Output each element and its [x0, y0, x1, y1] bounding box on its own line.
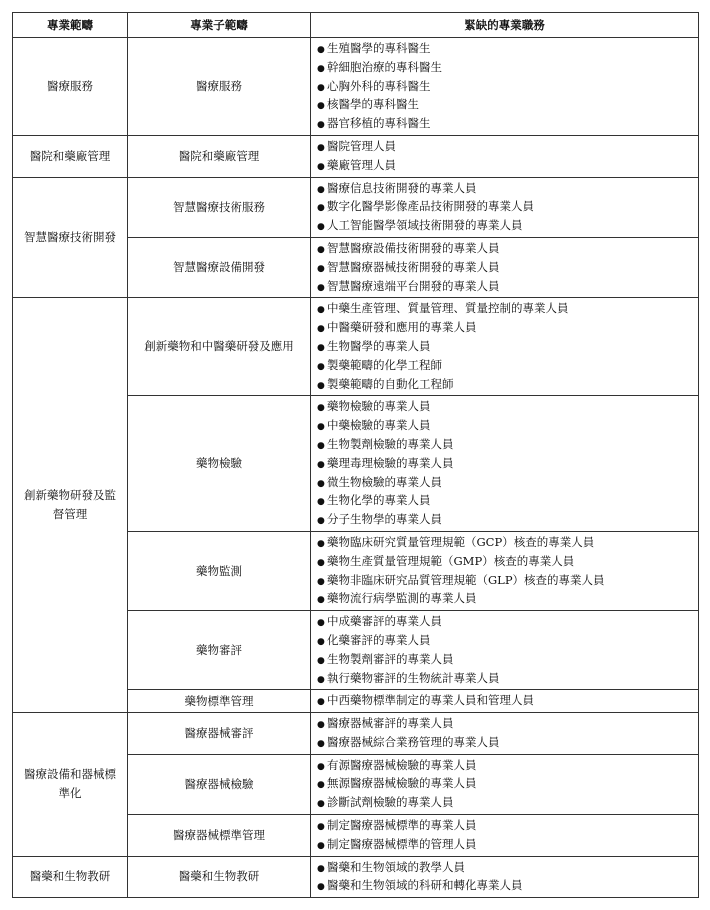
bullet-icon: ●	[317, 557, 325, 568]
list-item	[317, 58, 692, 77]
list-item	[317, 397, 692, 416]
duty-text: 中藥檢驗的專業人員	[327, 418, 431, 433]
list-item	[317, 631, 692, 650]
duty-text: 藥物生產質量管理規範（GMP）核查的專業人員	[327, 553, 575, 568]
duty-text: 有源醫療器械檢驗的專業人員	[327, 757, 477, 772]
header-duties: 緊缺的專業職務	[311, 13, 699, 38]
subcategory-cell: 創新藥物和中醫藥研發及應用	[128, 298, 311, 396]
duties-cell	[311, 815, 699, 857]
duties-list	[317, 137, 692, 175]
category-cell: 醫療服務	[13, 38, 128, 136]
category-cell: 智慧醫療技術開發	[13, 177, 128, 298]
bullet-icon: ●	[317, 538, 325, 549]
list-item	[317, 299, 692, 318]
duties-cell	[311, 754, 699, 814]
list-item	[317, 533, 692, 552]
duty-text: 化藥審評的專業人員	[327, 632, 431, 647]
bullet-icon: ●	[317, 82, 325, 93]
list-item	[317, 179, 692, 198]
list-item	[317, 77, 692, 96]
category-cell: 醫療設備和器械標準化	[13, 713, 128, 857]
duties-cell	[311, 237, 699, 297]
bullet-icon: ●	[317, 422, 325, 433]
duty-text: 醫療信息技術開發的專業人員	[327, 180, 477, 195]
duties-cell	[311, 713, 699, 755]
bullet-icon: ●	[317, 142, 325, 153]
duty-text: 智慧醫療遠端平台開發的專業人員	[327, 278, 500, 293]
duties-cell	[311, 611, 699, 690]
list-item	[317, 774, 692, 793]
subcategory-cell: 醫療器械檢驗	[128, 754, 311, 814]
bullet-icon: ●	[317, 863, 325, 874]
bullet-icon: ●	[317, 203, 325, 214]
document-page	[12, 12, 699, 898]
subcategory-cell: 藥物審評	[128, 611, 311, 690]
list-item	[317, 216, 692, 235]
bullet-icon: ●	[317, 380, 325, 391]
list-item	[317, 650, 692, 669]
list-item	[317, 114, 692, 133]
duty-text: 核醫學的專科醫生	[327, 97, 419, 112]
table-row	[13, 135, 699, 177]
duties-list	[317, 239, 692, 295]
bullet-icon: ●	[317, 244, 325, 255]
bullet-icon: ●	[317, 403, 325, 414]
header-row	[13, 13, 699, 38]
duty-text: 分子生物學的專業人員	[327, 512, 442, 527]
list-item	[317, 793, 692, 812]
duty-text: 藥物流行病學監測的專業人員	[327, 591, 477, 606]
bullet-icon: ●	[317, 361, 325, 372]
bullet-icon: ●	[317, 882, 325, 893]
list-item	[317, 337, 692, 356]
table-body	[13, 38, 699, 898]
bullet-icon: ●	[317, 440, 325, 451]
duty-text: 中醫藥研發和應用的專業人員	[327, 320, 477, 335]
category-cell: 醫藥和生物教研	[13, 856, 128, 898]
bullet-icon: ●	[317, 324, 325, 335]
bullet-icon: ●	[317, 636, 325, 647]
table-row	[13, 177, 699, 237]
duty-text: 智慧醫療器械技術開發的專業人員	[327, 259, 500, 274]
table-row	[13, 713, 699, 755]
subcategory-cell: 醫療服務	[128, 38, 311, 136]
bullet-icon: ●	[317, 45, 325, 55]
duties-list	[317, 756, 692, 812]
duty-text: 藥廠管理人員	[327, 157, 396, 172]
list-item	[317, 612, 692, 631]
category-cell: 醫院和藥廠管理	[13, 135, 128, 177]
duty-text: 心胸外科的專科醫生	[327, 78, 431, 93]
bullet-icon: ●	[317, 222, 325, 233]
bullet-icon: ●	[317, 342, 325, 353]
list-item	[317, 589, 692, 608]
subcategory-cell: 醫藥和生物教研	[128, 856, 311, 898]
duty-text: 藥物非臨床研究品質管理規範（GLP）核查的專業人員	[327, 572, 605, 587]
duties-list	[317, 39, 692, 133]
list-item	[317, 491, 692, 510]
duty-text: 生物醫學的專業人員	[327, 338, 431, 353]
duties-cell	[311, 177, 699, 237]
list-item	[317, 137, 692, 156]
list-item	[317, 571, 692, 590]
duty-text: 藥物檢驗的專業人員	[327, 399, 431, 414]
duties-list	[317, 816, 692, 854]
bullet-icon: ●	[317, 720, 325, 731]
bullet-icon: ●	[317, 674, 325, 685]
duty-text: 製藥範疇的化學工程師	[327, 357, 442, 372]
table-row	[13, 298, 699, 396]
subcategory-cell: 藥物檢驗	[128, 396, 311, 532]
list-item	[317, 375, 692, 394]
list-item	[317, 669, 692, 688]
subcategory-cell: 藥物標準管理	[128, 690, 311, 713]
category-cell: 創新藥物研發及監督管理	[13, 298, 128, 713]
list-item	[317, 197, 692, 216]
subcategory-cell: 醫療器械標準管理	[128, 815, 311, 857]
duty-text: 微生物檢驗的專業人員	[327, 474, 442, 489]
bullet-icon: ●	[317, 840, 325, 851]
list-item	[317, 318, 692, 337]
list-item	[317, 454, 692, 473]
subcategory-cell: 智慧醫療設備開發	[128, 237, 311, 297]
subcategory-cell: 醫療器械審評	[128, 713, 311, 755]
list-item	[317, 239, 692, 258]
bullet-icon: ●	[317, 101, 325, 112]
talent-shortage-table	[12, 12, 699, 898]
header-category: 專業範疇	[13, 13, 128, 38]
list-item	[317, 816, 692, 835]
bullet-icon: ●	[317, 516, 325, 527]
bullet-icon: ●	[317, 161, 325, 172]
bullet-icon: ●	[317, 184, 325, 195]
duties-cell	[311, 531, 699, 610]
bullet-icon: ●	[317, 738, 325, 749]
bullet-icon: ●	[317, 618, 325, 629]
bullet-icon: ●	[317, 655, 325, 666]
bullet-icon: ●	[317, 497, 325, 508]
duties-list	[317, 691, 692, 710]
duty-text: 無源醫療器械檢驗的專業人員	[327, 776, 477, 791]
duty-text: 醫院管理人員	[327, 138, 396, 153]
list-item	[317, 39, 692, 58]
duty-text: 生殖醫學的專科醫生	[327, 41, 431, 55]
bullet-icon: ●	[317, 822, 325, 833]
duty-text: 中西藥物標準制定的專業人員和管理人員	[327, 693, 534, 708]
duty-text: 智慧醫療設備技術開發的專業人員	[327, 240, 500, 255]
duty-text: 生物製劑審評的專業人員	[327, 651, 454, 666]
list-item	[317, 714, 692, 733]
list-item	[317, 95, 692, 114]
duty-text: 醫藥和生物領域的科研和轉化專業人員	[327, 878, 523, 893]
duties-list	[317, 858, 692, 896]
duty-text: 藥物臨床研究質量管理規範（GCP）核查的專業人員	[327, 534, 595, 549]
duty-text: 制定醫療器械標準的管理人員	[327, 836, 477, 851]
list-item	[317, 356, 692, 375]
list-item	[317, 552, 692, 571]
duties-cell	[311, 298, 699, 396]
duties-list	[317, 299, 692, 393]
list-item	[317, 756, 692, 775]
bullet-icon: ●	[317, 282, 325, 293]
duty-text: 製藥範疇的自動化工程師	[327, 376, 454, 391]
list-item	[317, 876, 692, 895]
subcategory-cell: 智慧醫療技術服務	[128, 177, 311, 237]
list-item	[317, 416, 692, 435]
duty-text: 執行藥物審評的生物統計專業人員	[327, 670, 500, 685]
bullet-icon: ●	[317, 120, 325, 131]
duty-text: 幹細胞治療的專科醫生	[327, 59, 442, 74]
duties-cell	[311, 396, 699, 532]
duties-list	[317, 612, 692, 687]
duties-cell	[311, 135, 699, 177]
bullet-icon: ●	[317, 799, 325, 810]
bullet-icon: ●	[317, 697, 325, 708]
duties-cell	[311, 38, 699, 136]
bullet-icon: ●	[317, 263, 325, 274]
duty-text: 制定醫療器械標準的專業人員	[327, 818, 477, 833]
list-item	[317, 691, 692, 710]
duty-text: 器官移植的專科醫生	[327, 116, 431, 131]
duty-text: 醫藥和生物領域的教學人員	[327, 859, 465, 874]
duty-text: 人工智能醫學領域技術開發的專業人員	[327, 218, 523, 233]
list-item	[317, 258, 692, 277]
bullet-icon: ●	[317, 63, 325, 74]
duties-cell	[311, 856, 699, 898]
duty-text: 藥理毒理檢驗的專業人員	[327, 455, 454, 470]
list-item	[317, 435, 692, 454]
duties-cell	[311, 690, 699, 713]
header-subcategory: 專業子範疇	[128, 13, 311, 38]
duty-text: 數字化醫學影像產品技術開發的專業人員	[327, 199, 534, 214]
subcategory-cell: 醫院和藥廠管理	[128, 135, 311, 177]
duty-text: 診斷試劑檢驗的專業人員	[327, 795, 454, 810]
bullet-icon: ●	[317, 595, 325, 606]
table-row	[13, 38, 699, 136]
duties-list	[317, 533, 692, 608]
bullet-icon: ●	[317, 761, 325, 772]
list-item	[317, 510, 692, 529]
subcategory-cell: 藥物監測	[128, 531, 311, 610]
list-item	[317, 733, 692, 752]
bullet-icon: ●	[317, 780, 325, 791]
bullet-icon: ●	[317, 478, 325, 489]
list-item	[317, 835, 692, 854]
duty-text: 生物化學的專業人員	[327, 493, 431, 508]
bullet-icon: ●	[317, 459, 325, 470]
list-item	[317, 473, 692, 492]
table-row	[13, 856, 699, 898]
duty-text: 醫療器械審評的專業人員	[327, 716, 454, 731]
duties-list	[317, 397, 692, 529]
list-item	[317, 156, 692, 175]
duty-text: 生物製劑檢驗的專業人員	[327, 436, 454, 451]
duty-text: 中藥生產管理、質量管理、質量控制的專業人員	[327, 301, 569, 316]
duty-text: 醫療器械綜合業務管理的專業人員	[327, 734, 500, 749]
bullet-icon: ●	[317, 576, 325, 587]
duties-list	[317, 179, 692, 235]
list-item	[317, 858, 692, 877]
list-item	[317, 277, 692, 296]
bullet-icon: ●	[317, 305, 325, 316]
duties-list	[317, 714, 692, 752]
duty-text: 中成藥審評的專業人員	[327, 614, 442, 629]
